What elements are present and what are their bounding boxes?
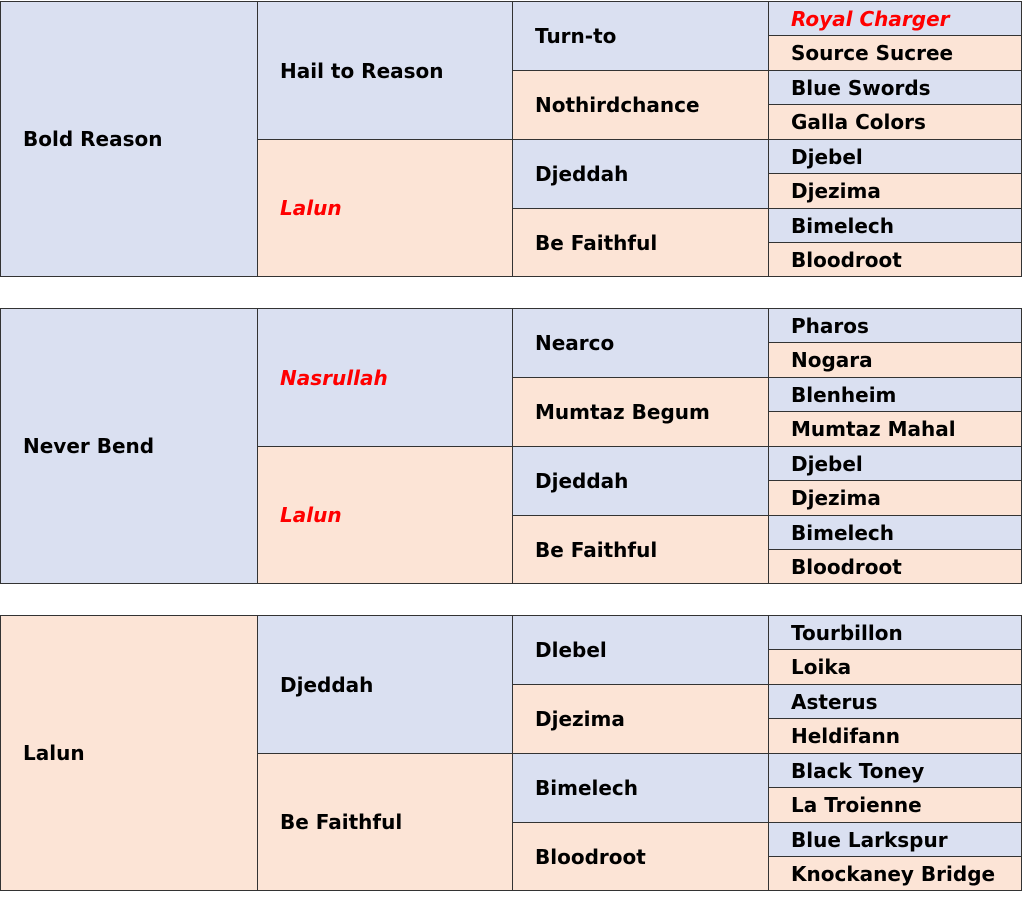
gen4-name: Heldifann	[791, 724, 901, 748]
sire-name: Nasrullah	[280, 365, 388, 390]
gen4-cell	[768, 549, 1022, 584]
gen3-cell	[512, 753, 769, 823]
gen3-name: Nearco	[535, 331, 615, 355]
gen4-name: Source Sucree	[791, 41, 954, 65]
gen4-cell	[768, 480, 1022, 516]
pedigree-table-bold-reason	[0, 1, 1024, 277]
horse-name: Bold Reason	[23, 127, 163, 151]
gen4-name: Knockaney Bridge	[791, 861, 996, 886]
gen3-cell	[512, 308, 769, 378]
horse-cell	[0, 308, 258, 584]
gen4-cell	[768, 718, 1022, 754]
gen4-name: Bimelech	[791, 520, 895, 545]
gen4-cell	[768, 446, 1022, 481]
sire-cell	[257, 615, 513, 754]
gen4-name: Black Toney	[791, 758, 925, 783]
gen4-name: Blue Larkspur	[791, 827, 948, 852]
gen3-name: Be Faithful	[535, 230, 658, 255]
gen4-name: Bloodroot	[791, 247, 902, 272]
gen4-name: Asterus	[791, 689, 878, 714]
horse-cell	[0, 1, 258, 277]
gen4-name: Djezima	[791, 179, 881, 203]
gen3-name: Djeddah	[535, 162, 629, 186]
gen4-cell	[768, 753, 1022, 788]
gen3-cell	[512, 377, 769, 447]
gen4-name: Pharos	[791, 313, 869, 338]
gen4-cell	[768, 649, 1022, 685]
gen4-name: Djebel	[791, 451, 863, 476]
gen3-name: Djezima	[535, 707, 625, 731]
gen4-name: Nogara	[791, 348, 873, 372]
gen3-cell	[512, 70, 769, 140]
gen4-name: Djebel	[791, 144, 863, 169]
horse-name: Lalun	[23, 741, 85, 765]
gen3-name: Dlebel	[535, 638, 607, 662]
gen4-cell	[768, 787, 1022, 823]
gen4-name: Royal Charger	[791, 6, 950, 31]
gen3-cell	[512, 515, 769, 584]
gen4-name: Djezima	[791, 486, 881, 510]
gen4-cell	[768, 70, 1022, 105]
gen3-name: Djeddah	[535, 469, 629, 493]
gen4-name: Galla Colors	[791, 110, 926, 134]
gen4-name: Blue Swords	[791, 75, 931, 100]
gen3-cell	[512, 446, 769, 516]
pedigree-table-never-bend	[0, 308, 1024, 584]
sire-name: Djeddah	[280, 672, 374, 697]
gen3-name: Mumtaz Begum	[535, 400, 710, 424]
gen4-name: Blenheim	[791, 382, 897, 407]
gen3-name: Nothirdchance	[535, 93, 700, 117]
gen3-name: Turn-to	[535, 24, 617, 48]
gen4-cell	[768, 308, 1022, 343]
gen3-name: Be Faithful	[535, 537, 658, 562]
dam-name: Lalun	[280, 196, 342, 220]
gen4-cell	[768, 104, 1022, 140]
gen3-cell	[512, 139, 769, 209]
gen4-name: Loika	[791, 655, 852, 679]
gen4-cell	[768, 173, 1022, 209]
gen4-name: Tourbillon	[791, 620, 903, 645]
dam-cell	[257, 446, 513, 584]
gen4-cell	[768, 822, 1022, 857]
gen4-cell	[768, 35, 1022, 71]
gen4-cell	[768, 684, 1022, 719]
gen4-cell	[768, 615, 1022, 650]
gen4-cell	[768, 208, 1022, 243]
gen4-cell	[768, 1, 1022, 36]
gen3-cell	[512, 822, 769, 891]
gen4-cell	[768, 411, 1022, 447]
sire-cell	[257, 308, 513, 447]
gen4-cell	[768, 515, 1022, 550]
gen4-cell	[768, 342, 1022, 378]
sire-cell	[257, 1, 513, 140]
horse-cell	[0, 615, 258, 891]
gen4-cell	[768, 856, 1022, 891]
gen3-cell	[512, 208, 769, 277]
sire-name: Hail to Reason	[280, 58, 444, 83]
gen4-name: Bloodroot	[791, 554, 902, 579]
dam-name: Lalun	[280, 503, 342, 527]
gen4-cell	[768, 139, 1022, 174]
dam-name: Be Faithful	[280, 810, 403, 834]
gen3-name: Bloodroot	[535, 844, 646, 869]
gen4-name: La Troienne	[791, 793, 922, 817]
dam-cell	[257, 139, 513, 277]
horse-name: Never Bend	[23, 434, 155, 458]
gen4-name: Mumtaz Mahal	[791, 417, 956, 441]
dam-cell	[257, 753, 513, 891]
gen3-cell	[512, 1, 769, 71]
gen4-name: Bimelech	[791, 213, 895, 238]
gen4-cell	[768, 377, 1022, 412]
gen3-name: Bimelech	[535, 776, 639, 800]
gen3-cell	[512, 684, 769, 754]
gen4-cell	[768, 242, 1022, 277]
pedigree-table-lalun	[0, 615, 1024, 891]
gen3-cell	[512, 615, 769, 685]
